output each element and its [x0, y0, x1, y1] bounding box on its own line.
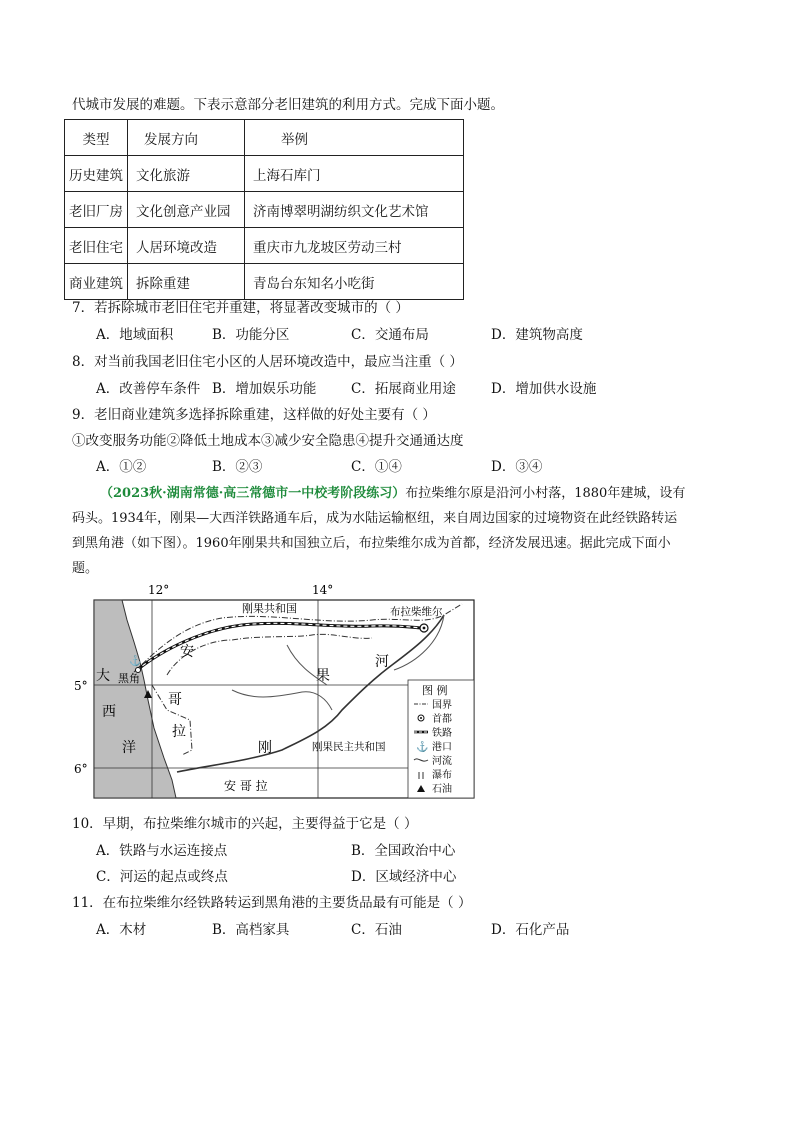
label-congo-republic: 刚果共和国	[242, 602, 297, 615]
table-cell: 文化旅游	[128, 156, 245, 192]
building-use-table	[64, 119, 464, 300]
passage-line-3: 到黑角港（如下图）。1960年刚果共和国独立后，布拉柴维尔成为首都，经济发展迅速。据此完成下面小	[72, 536, 671, 551]
question-11-option-d[interactable]: D．石化产品	[491, 922, 570, 938]
question-7-stem: 7．若拆除城市老旧住宅并重建，将显著改变城市的（ ）	[72, 300, 409, 316]
table-cell: 上海石库门	[245, 156, 464, 192]
question-8-stem: 8．对当前我国老旧住宅小区的人居环境改造中，最应当注重（ ）	[72, 354, 463, 370]
question-10-option-d[interactable]: D．区域经济中心	[351, 869, 457, 885]
ocean-char: 西	[102, 704, 116, 720]
question-8-option-b[interactable]: B．增加娱乐功能	[212, 381, 317, 397]
table-cell: 重庆市九龙坡区劳动三村	[245, 228, 464, 264]
port-anchor-icon: ⚓	[129, 656, 142, 667]
river-char: 河	[375, 654, 389, 670]
question-10-option-a[interactable]: A．铁路与水运连接点	[96, 843, 228, 859]
question-8-option-c[interactable]: C．拓展商业用途	[351, 381, 456, 397]
label-drc: 刚果民主共和国	[312, 741, 386, 753]
table-header-cell: 类型	[65, 120, 128, 156]
question-8-option-d[interactable]: D．增加供水设施	[491, 381, 597, 397]
table-row	[65, 264, 464, 300]
passage-line-1	[100, 485, 685, 503]
table-cell: 历史建筑	[65, 156, 128, 192]
question-7-option-c[interactable]: C．交通布局	[351, 327, 429, 343]
table-row	[65, 156, 464, 192]
legend-item: 瀑布	[432, 770, 452, 781]
passage-text: 布拉柴维尔原是沿河小村落，1880年建城，设有	[405, 486, 686, 501]
question-9-statements: ①改变服务功能②降低土地成本③减少安全隐患④提升交通通达度	[72, 433, 464, 449]
question-9-option-b[interactable]: B．②③	[212, 459, 263, 475]
question-9-option-d[interactable]: D．③④	[491, 459, 543, 475]
lon-label-12: 12°	[148, 583, 170, 597]
question-11-stem: 11．在布拉柴维尔经铁路转运到黑角港的主要货品最有可能是（ ）	[72, 895, 472, 911]
legend-item: 首都	[432, 714, 452, 725]
table-cell: 文化创意产业园	[128, 192, 245, 228]
legend-title: 图 例	[422, 684, 448, 697]
lat-label-6: 6°	[74, 762, 88, 776]
angola-char: 哥	[168, 692, 182, 708]
label-angola-south: 安 哥 拉	[224, 779, 268, 793]
legend-item: 国界	[432, 700, 452, 711]
question-11-option-c[interactable]: C．石油	[351, 922, 402, 938]
question-9-option-a[interactable]: A．①②	[96, 459, 147, 475]
question-11-option-a[interactable]: A．木材	[96, 922, 147, 938]
question-9-option-c[interactable]: C．①④	[351, 459, 402, 475]
table-row	[65, 228, 464, 264]
question-8-option-a[interactable]: A．改善停车条件	[96, 381, 201, 397]
table-row	[65, 192, 464, 228]
question-9-stem: 9．老旧商业建筑多选择拆除重建，这样做的好处主要有（ ）	[72, 407, 436, 423]
table-cell: 拆除重建	[128, 264, 245, 300]
table-header-cell: 举例	[245, 120, 464, 156]
ocean-char: 大	[96, 668, 110, 684]
question-11-option-b[interactable]: B．高档家具	[212, 922, 290, 938]
table-cell: 青岛台东知名小吃街	[245, 264, 464, 300]
label-pointe-noire: 黑角	[118, 672, 140, 685]
table-header-row	[65, 120, 464, 156]
passage-line-4: 题。	[72, 561, 99, 576]
table-cell: 老旧住宅	[65, 228, 128, 264]
congo-map	[72, 580, 480, 802]
legend-item: 港口	[432, 742, 452, 753]
map-legend	[408, 680, 474, 798]
question-10-stem: 10．早期，布拉柴维尔城市的兴起，主要得益于它是（ ）	[72, 816, 418, 832]
passage-line-2: 码头。1934年，刚果—大西洋铁路通车后，成为水陆运输枢纽，来自周边国家的过境物资在此经铁路转运	[72, 511, 678, 526]
table-header-cell: 发展方向	[128, 120, 245, 156]
table-cell: 老旧厂房	[65, 192, 128, 228]
angola-char: 安	[180, 644, 194, 660]
label-brazzaville: 布拉柴维尔	[390, 606, 443, 618]
passage-source: （2023秋·湖南常德·高三常德市一中校考阶段练习）	[100, 486, 406, 501]
question-10-option-b[interactable]: B．全国政治中心	[351, 843, 456, 859]
question-7-option-a[interactable]: A．地域面积	[96, 327, 174, 343]
table-cell: 商业建筑	[65, 264, 128, 300]
river-char: 果	[316, 668, 330, 684]
table-cell: 人居环境改造	[128, 228, 245, 264]
legend-port-icon: ⚓	[416, 742, 429, 753]
table-cell: 济南博翠明湖纺织文化艺术馆	[245, 192, 464, 228]
river-char: 刚	[258, 740, 272, 756]
angola-char: 拉	[172, 724, 186, 740]
intro-line: 代城市发展的难题。下表示意部分老旧建筑的利用方式。完成下面小题。	[72, 97, 504, 113]
lat-label-5: 5°	[74, 679, 88, 693]
question-7-option-b[interactable]: B．功能分区	[212, 327, 290, 343]
ocean-char: 洋	[122, 740, 136, 756]
question-7-option-d[interactable]: D．建筑物高度	[491, 327, 583, 343]
legend-item: 河流	[432, 756, 452, 767]
legend-item: 石油	[432, 784, 452, 795]
question-10-option-c[interactable]: C．河运的起点或终点	[96, 869, 228, 885]
legend-item: 铁路	[432, 728, 452, 739]
lon-label-14: 14°	[312, 583, 334, 597]
